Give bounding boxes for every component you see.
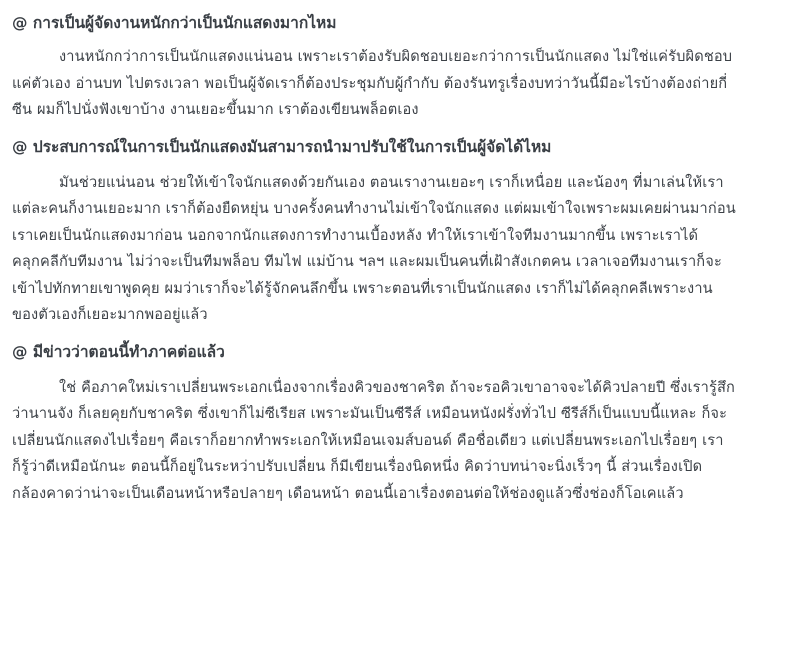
answer-line: ก็รู้ว่าดีเหมือนักนะ ตอนนี้ก็อยู่ในระหว่าปรับเปลี่ยน ก็มีเขียนเรื่องนิดหนึ่ง คิดว่าบทน่าจะนิ่งเร็วๆ นี้ ส่วนเรื่องเปิด bbox=[12, 458, 703, 475]
question-heading-1: @ การเป็นผู้จัดงานหนักกว่าเป็นนักแสดงมากไหม bbox=[12, 14, 337, 32]
question-heading-3: @ มีข่าวว่าตอนนี้ทำภาคต่อแล้ว bbox=[12, 342, 225, 361]
answer-line: ซีน ผมก็ไปนั่งฟังเขาบ้าง งานเยอะขึ้นมาก เราต้องเขียนพล็อตเอง bbox=[12, 101, 419, 118]
answer-line: เปลี่ยนนักแสดงไปเรื่อยๆ คือเราก็อยากทำพระเอกให้เหมือนเจมส์บอนด์ คือชื่อเดียว แต่เปลี่ยนพระเอกไปเรื่อยๆ เรา bbox=[12, 431, 724, 449]
question-heading-2: @ ประสบการณ์ในการเป็นนักแสดงมันสามารถนำมาปรับใช้ในการเป็นผู้จัดได้ไหม bbox=[12, 137, 552, 156]
answer-line: งานหนักกว่าการเป็นนักแสดงแน่นอน เพราะเราต้องรับผิดชอบเยอะกว่าการเป็นนักแสดง ไม่ใช่แค่รับผิดชอบ bbox=[59, 48, 733, 65]
answer-paragraph-1 bbox=[12, 35, 792, 132]
answer-line: แต่ละคนก็งานเยอะมาก เราก็ต้องยืดหยุ่น บางครั้งคนทำงานไม่เข้าใจนักแสดง แต่ผมเข้าใจเพราะผมเคยผ่านมาก่อน bbox=[12, 200, 736, 217]
answer-line: ของตัวเองก็เยอะมากพออยู่แล้ว bbox=[12, 306, 208, 323]
answer-paragraph-3 bbox=[12, 364, 792, 517]
answer-line: คลุกคลีกับทีมงาน ไม่ว่าจะเป็นทีมพล็อบ ทีมไฟ แม่บ้าน ฯลฯ และผมเป็นคนที่เฝ้าสังเกตคน เวลาเจอทีมงานเราก็จะ bbox=[12, 253, 722, 270]
answer-line: เข้าไปทักทายเขาพูดคุย ผมว่าเราก็จะได้รู้จักคนลึกขึ้น เพราะตอนที่เราเป็นนักแสดง เราก็ไม่ได้คลุกคลีเพราะงาน bbox=[12, 279, 713, 297]
answer-line: แค่ตัวเอง อ่านบท ไปตรงเวลา พอเป็นผู้จัดเราก็ต้องประชุมกับผู้กำกับ ต้องรันทรูเรื่องบทว่าวันนี้มีอะไรบ้างต้องถ่ายกี่ bbox=[12, 74, 728, 92]
answer-line: ว่านานจัง ก็เลยคุยกับชาคริต ซึ่งเขาก็ไม่ซีเรียส เพราะมันเป็นซีรีส์ เหมือนหนังฝรั่งทั่วไป ซีรีส์ก็เป็นแบบนี้แหละ ก็จะ bbox=[12, 405, 728, 422]
answer-line: มันช่วยแน่นอน ช่วยให้เข้าใจนักแสดงด้วยกันเอง ตอนเรางานเยอะๆ เราก็เหนื่อย และน้องๆ ที่มาเล่นให้เรา bbox=[59, 173, 724, 191]
answer-paragraph-2 bbox=[12, 159, 792, 337]
answer-line: ใช่ คือภาคใหม่เราเปลี่ยนพระเอกเนื่องจากเรื่องคิวของชาคริต ถ้าจะรอคิวเขาอาจจะได้คิวปลายปี ซึ่งเรารู้สึก bbox=[59, 378, 736, 396]
answer-line: กล้องคาดว่าน่าจะเป็นเดือนหน้าหรือปลายๆ เดือนหน้า ตอนนี้เอาเรื่องตอนต่อให้ช่องดูแล้วซึ่งช่องก็โอเคแล้ว bbox=[12, 484, 684, 502]
answer-line: เราเคยเป็นนักแสดงมาก่อน นอกจากนักแสดงการทำงานเบื้องหลัง ทำให้เราเข้าใจทีมงานมากขึ้น เพราะเราได้ bbox=[12, 226, 699, 244]
